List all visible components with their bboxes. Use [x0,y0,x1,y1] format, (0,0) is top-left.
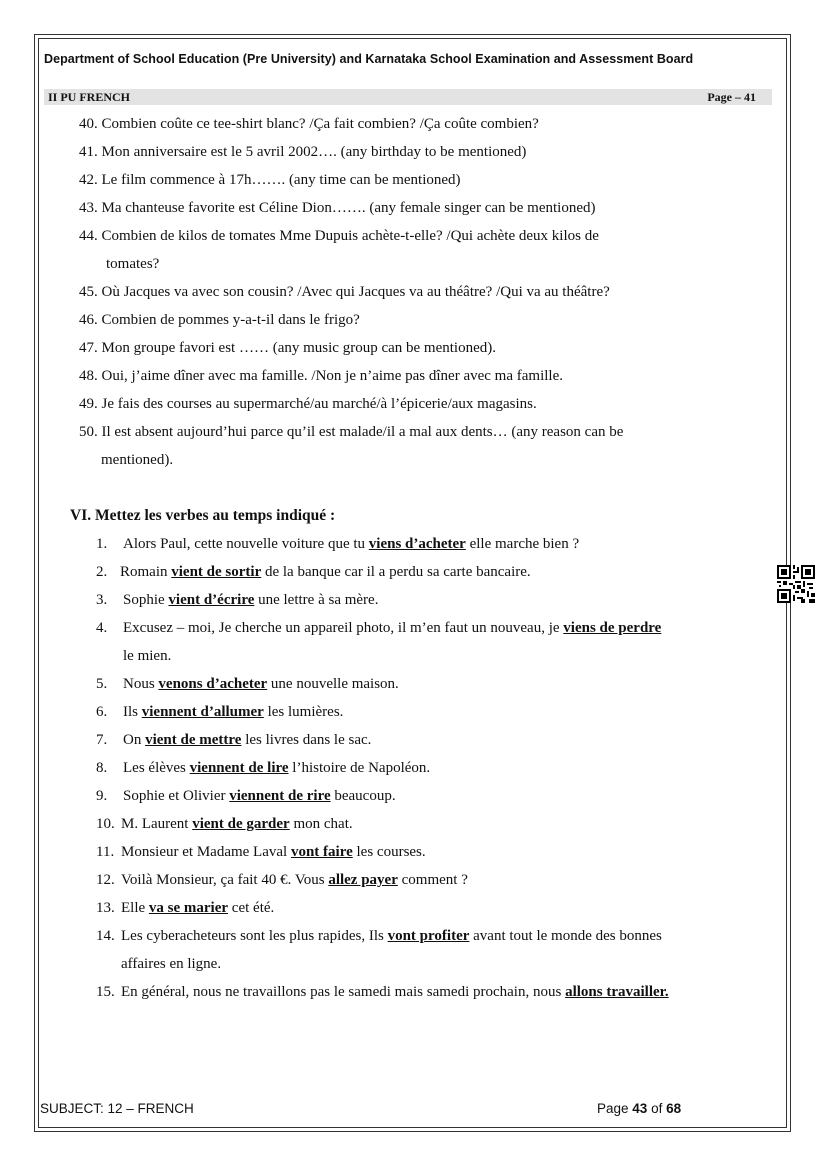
answer-item: 40. Combien coûte ce tee-shirt blanc? /Ça fait combien? /Ça coûte combien? [79,116,539,132]
exercise-item: 10. M. Laurent vient de garder mon chat. [96,816,353,832]
exercise-item: 1. Alors Paul, cette nouvelle voiture que tu viens d’acheter elle marche bien ? [96,536,580,552]
answer-item: 45. Où Jacques va avec son cousin? /Avec qui Jacques va au théâtre? /Qui va au théâtre? [79,284,610,300]
exercise-item: 7. On vient de mettre les livres dans le sac. [96,732,372,748]
answer-item: 47. Mon groupe favori est …… (any music group can be mentioned). [79,340,496,356]
exercise-item: 13. Elle va se marier cet été. [96,900,275,916]
subject-bar [44,89,772,105]
answer-item: 42. Le film commence à 17h……. (any time can be mentioned) [79,172,461,188]
answer-item: 44. Combien de kilos de tomates Mme Dupuis achète-t-elle? /Qui achète deux kilos de [79,228,599,244]
exercise-item-continuation: le mien. [123,648,172,664]
exercise-item: 4. Excusez – moi, Je cherche un appareil photo, il m’en faut un nouveau, je viens de perdre [96,620,662,636]
answer-item-continuation: mentioned). [101,452,174,468]
exercise-item: 12. Voilà Monsieur, ça fait 40 €. Vous allez payer comment ? [96,872,468,888]
subject-label: II PU FRENCH [48,90,131,104]
page-label: Page – 41 [707,90,756,104]
exercise-item: 8. Les élèves viennent de lire l’histoire de Napoléon. [96,760,431,776]
exercise-item-continuation: affaires en ligne. [121,956,222,972]
section-title: VI. Mettez les verbes au temps indiqué : [70,507,336,524]
exercise-item: 5. Nous venons d’acheter une nouvelle maison. [96,676,399,692]
exercise-item: 3. Sophie vient d’écrire une lettre à sa mère. [96,592,379,608]
exercise-item: 9. Sophie et Olivier viennent de rire beaucoup. [96,788,396,804]
exercise-item: 14. Les cyberacheteurs sont les plus rapides, Ils vont profiter avant tout le monde des bonnes [96,928,662,944]
answer-item: 41. Mon anniversaire est le 5 avril 2002…. (any birthday to be mentioned) [79,144,527,160]
answer-item: 46. Combien de pommes y-a-t-il dans le frigo? [79,312,360,328]
footer-subject: SUBJECT: 12 – FRENCH [40,1101,194,1116]
answer-item: 43. Ma chanteuse favorite est Céline Dion……. (any female singer can be mentioned) [79,200,596,216]
answer-item-continuation: tomates? [106,256,160,272]
board-title: Department of School Education (Pre University) and Karnataka School Examination and Assessment Board [44,52,694,66]
qr-code-icon [777,565,815,603]
answer-item: 50. Il est absent aujourd’hui parce qu’il est malade/il a mal aux dents… (any reason can be [79,424,624,440]
exercise-item: 2. Romain vient de sortir de la banque car il a perdu sa carte bancaire. [96,564,531,580]
answer-item: 49. Je fais des courses au supermarché/au marché/à l’épicerie/aux magasins. [79,396,537,412]
exercise-item: 6. Ils viennent d’allumer les lumières. [96,704,344,720]
exercise-item: 15. En général, nous ne travaillons pas le samedi mais samedi prochain, nous allons travailler. [96,984,669,1000]
exercise-item: 11. Monsieur et Madame Laval vont faire les courses. [96,844,426,860]
answer-item: 48. Oui, j’aime dîner avec ma famille. /Non je n’aime pas dîner avec ma famille. [79,368,563,384]
footer-page-number: Page 43 of 68 [597,1101,682,1116]
